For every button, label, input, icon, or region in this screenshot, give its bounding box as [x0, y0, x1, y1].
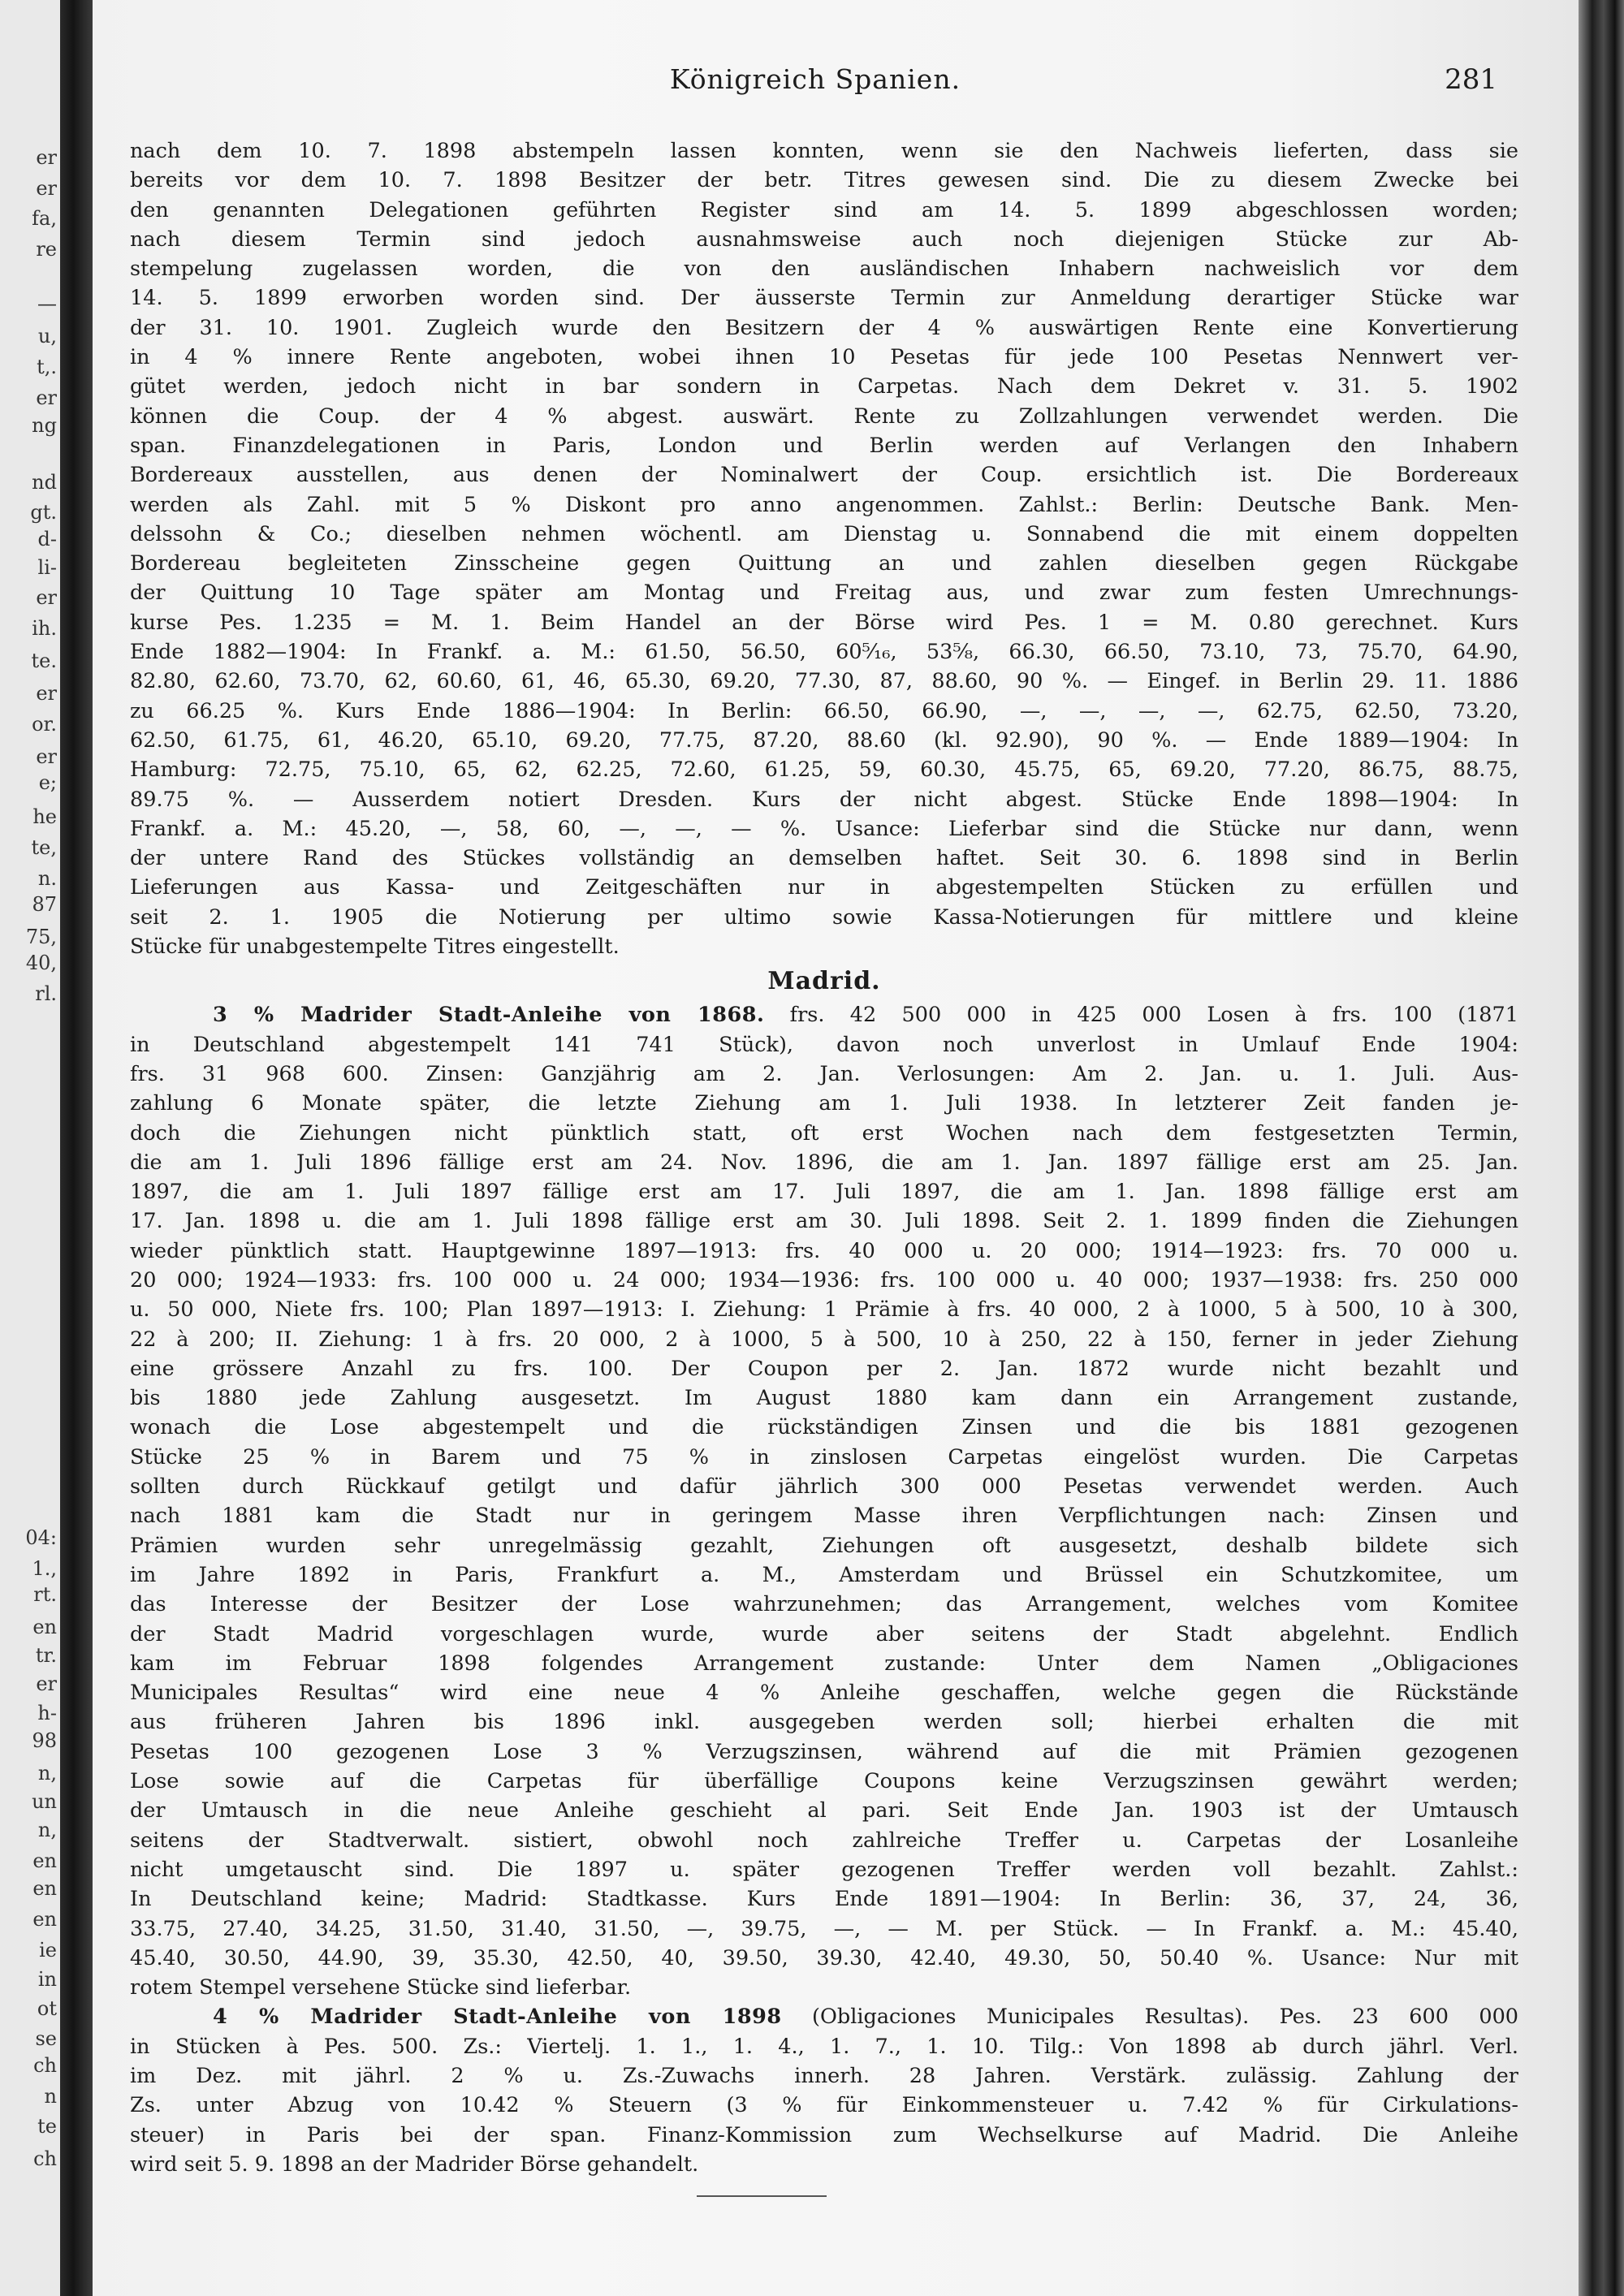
- text-line: bereits vor dem 10. 7. 1898 Besitzer der betr. Titres gewesen sind. Die zu diesem Zwecke bei: [130, 168, 1518, 193]
- book-page: [93, 0, 1579, 2296]
- text-line: seitens der Stadtverwalt. sistiert, obwohl noch zahlreiche Treffer u. Carpetas der Losanleihe: [130, 1828, 1518, 1853]
- text-line: der Stadt Madrid vorgeschlagen wurde, wurde aber seitens der Stadt abgelehnt. Endlich: [130, 1621, 1518, 1646]
- entry-first-line-text: (Obligaciones Municipales Resultas). Pes. 23 600 000: [781, 2005, 1519, 2030]
- text-line: nach dem 10. 7. 1898 abstempeln lassen konnten, wenn sie den Nachweis lieferten, dass sie: [130, 139, 1518, 163]
- margin-fragment: ie: [39, 1939, 57, 1962]
- margin-fragment: d-: [37, 528, 57, 550]
- text-line: zu 66.25 %. Kurs Ende 1886—1904: In Berlin: 66.50, 66.90, —, —, —, —, 62.75, 62.50, 73.20,: [130, 698, 1518, 723]
- text-line: steuer) in Paris bei der span. Finanz-Kommission zum Wechselkurse auf Madrid. Die Anleihe: [130, 2122, 1518, 2147]
- margin-fragment: gt.: [30, 501, 57, 524]
- text-line: Lieferungen aus Kassa- und Zeitgeschäften nur in abgestempelten Stücken zu erfüllen und: [130, 875, 1518, 900]
- margin-fragment: n.: [37, 867, 57, 890]
- text-line: im Jahre 1892 in Paris, Frankfurt a. M., Amsterdam und Brüssel ein Schutzkomitee, um: [130, 1562, 1518, 1587]
- margin-fragment: rt.: [33, 1583, 57, 1606]
- margin-fragment: nd: [32, 471, 57, 494]
- margin-fragment: n: [44, 2085, 57, 2108]
- text-line: der Quittung 10 Tage später am Montag und Freitag aus, und zwar zum festen Umrechnungs-: [130, 580, 1518, 606]
- text-line: Bordereaux ausstellen, aus denen der Nominalwert der Coup. ersichtlich ist. Die Bordereaux: [130, 463, 1518, 488]
- text-line: Prämien wurden sehr unregelmässig gezahlt, Ziehungen oft ausgesetzt, deshalb bildete sich: [130, 1533, 1518, 1558]
- text-line: Lose sowie auf die Carpetas für überfällige Coupons keine Verzugszinsen gewährt werden;: [130, 1769, 1518, 1794]
- text-line: in Stücken à Pes. 500. Zs.: Viertelj. 1. 1., 1. 4., 1. 7., 1. 10. Tilg.: Von 1898 ab durch jährl. Verl.: [130, 2034, 1518, 2059]
- margin-fragment: e;: [38, 771, 57, 794]
- continued-paragraph: [130, 136, 1518, 961]
- margin-fragment: en: [32, 1616, 57, 1638]
- margin-fragment: ch: [33, 2147, 57, 2170]
- text-line: stempelung zugelassen worden, die von den ausländischen Inhabern nachweislich vor dem: [130, 257, 1518, 282]
- margin-fragment: ot: [37, 1997, 57, 2020]
- text-line: 1897, die am 1. Juli 1897 fällige erst am 17. Juli 1897, die am 1. Jan. 1898 fällige erst am: [130, 1180, 1518, 1205]
- entry-first-line: [130, 1000, 1518, 1029]
- text-line: 17. Jan. 1898 u. die am 1. Juli 1898 fällige erst am 30. Juli 1898. Seit 2. 1. 1899 finden die Ziehungen: [130, 1209, 1518, 1234]
- text-line: span. Finanzdelegationen in Paris, London und Berlin werden auf Verlangen den Inhabern: [130, 433, 1518, 458]
- margin-fragment: fa,: [32, 207, 57, 230]
- page-header: [133, 63, 1497, 104]
- margin-fragment: te.: [31, 650, 57, 672]
- running-title: Königreich Spanien.: [669, 63, 961, 95]
- margin-fragment: 04:: [25, 1526, 57, 1549]
- text-line: 45.40, 30.50, 44.90, 39, 35.30, 42.50, 40, 39.50, 39.30, 42.40, 49.30, 50, 50.40 %. Usance: Nur mit: [130, 1945, 1518, 1970]
- text-line: doch die Ziehungen nicht pünktlich statt, oft erst Wochen nach dem festgesetzten Termin,: [130, 1120, 1518, 1146]
- margin-fragment: 87: [32, 893, 57, 916]
- entry-first-line: [130, 2002, 1518, 2031]
- text-line: werden als Zahl. mit 5 % Diskont pro anno angenommen. Zahlst.: Berlin: Deutsche Bank. Men-: [130, 492, 1518, 517]
- entry-madrid-1868: [130, 1000, 1518, 2002]
- text-line: In Deutschland keine; Madrid: Stadtkasse. Kurs Ende 1891—1904: In Berlin: 36, 37, 24, 36,: [130, 1887, 1518, 1912]
- margin-fragment: n,: [37, 1762, 57, 1785]
- margin-fragment: er: [36, 146, 57, 169]
- text-line: nach 1881 kam die Stadt nur in geringem Masse ihren Verpflichtungen nach: Zinsen und: [130, 1504, 1518, 1529]
- margin-fragment: 1.,: [32, 1557, 57, 1580]
- margin-fragment: er: [36, 1672, 57, 1695]
- margin-fragment: in: [37, 1968, 57, 1991]
- margin-fragment: re: [36, 238, 57, 261]
- text-line: aus früheren Jahren bis 1896 inkl. ausgegeben werden soll; hierbei erhalten die mit: [130, 1710, 1518, 1735]
- margin-fragment: —: [37, 292, 57, 315]
- text-line: 62.50, 61.75, 61, 46.20, 65.10, 69.20, 77.75, 87.20, 88.60 (kl. 92.90), 90 %. — Ende 1889—1904: In: [130, 727, 1518, 753]
- margin-fragment: er: [36, 682, 57, 705]
- margin-fragment: tr.: [35, 1644, 57, 1667]
- margin-fragment: se: [35, 2027, 57, 2050]
- text-line: sollten durch Rückkauf getilgt und dafür jährlich 300 000 Pesetas verwendet werden. Auch: [130, 1474, 1518, 1500]
- section-heading-madrid: Madrid.: [767, 967, 881, 996]
- text-line: 82.80, 62.60, 73.70, 62, 60.60, 61, 46, 65.30, 69.20, 77.30, 87, 88.60, 90 %. — Eingef. in Berlin 29. 11. 1886: [130, 669, 1518, 694]
- previous-page-edge: [0, 0, 60, 2296]
- entry-title: 4 % Madrider Stadt-Anleihe von 1898: [213, 2005, 782, 2030]
- margin-fragment: en: [32, 1849, 57, 1872]
- book-edge-right: [1579, 0, 1624, 2296]
- end-rule: [697, 2195, 827, 2197]
- text-line: Zs. unter Abzug von 10.42 % Steuern (3 % für Einkommensteuer u. 7.42 % für Cirkulations-: [130, 2093, 1518, 2118]
- margin-fragment: h-: [37, 1702, 57, 1724]
- margin-fragment: er: [36, 386, 57, 409]
- text-line: in Deutschland abgestempelt 141 741 Stück), davon noch unverlost in Umlauf Ende 1904:: [130, 1032, 1518, 1057]
- text-line: Pesetas 100 gezogenen Lose 3 % Verzugszinsen, während auf die mit Prämien gezogenen: [130, 1739, 1518, 1764]
- margin-fragment: en: [32, 1908, 57, 1931]
- text-line: 89.75 %. — Ausserdem notiert Dresden. Kurs der nicht abgest. Stücke Ende 1898—1904: In: [130, 787, 1518, 812]
- text-line: gütet werden, jedoch nicht in bar sondern in Carpetas. Nach dem Dekret v. 31. 5. 1902: [130, 374, 1518, 399]
- text-line: Ende 1882—1904: In Frankf. a. M.: 61.50, 56.50, 60⁵⁄₁₆, 53⁵⁄₈, 66.30, 66.50, 73.10, 73, 75.70, 64.90,: [130, 640, 1518, 665]
- text-line: Municipales Resultas“ wird eine neue 4 % Anleihe geschaffen, welche gegen die Rückstände: [130, 1681, 1518, 1706]
- text-line: den genannten Delegationen geführten Register sind am 14. 5. 1899 abgeschlossen worden;: [130, 197, 1518, 222]
- text-line: Stücke für unabgestempelte Titres eingestellt.: [130, 934, 620, 960]
- margin-fragment: n,: [37, 1819, 57, 1841]
- text-line: eine grössere Anzahl zu frs. 100. Der Coupon per 2. Jan. 1872 wurde nicht bezahlt und: [130, 1356, 1518, 1381]
- margin-fragment: 98: [32, 1729, 57, 1752]
- text-line: 14. 5. 1899 erworben worden sind. Der äusserste Termin zur Anmeldung derartiger Stücke war: [130, 286, 1518, 311]
- text-line: der Umtausch in die neue Anleihe geschieht al pari. Seit Ende Jan. 1903 ist der Umtausch: [130, 1798, 1518, 1823]
- margin-fragment: er: [36, 177, 57, 200]
- margin-fragment: er: [36, 586, 57, 609]
- text-line: im Dez. mit jährl. 2 % u. Zs.-Zuwachs innerh. 28 Jahren. Verstärk. zulässig. Zahlung der: [130, 2064, 1518, 2088]
- margin-fragment: er: [36, 745, 57, 768]
- margin-fragment: un: [32, 1790, 57, 1813]
- margin-fragment: 40,: [25, 952, 57, 974]
- text-line: seit 2. 1. 1905 die Notierung per ultimo sowie Kassa-Notierungen für mittlere und kleine: [130, 904, 1518, 930]
- margin-fragment: li-: [37, 556, 57, 579]
- margin-fragment: rl.: [35, 982, 57, 1005]
- margin-fragment: ih.: [32, 617, 57, 640]
- page-body: [130, 136, 1518, 2179]
- entry-first-line-text: frs. 42 500 000 in 425 000 Losen à frs. 100 (1871: [764, 1003, 1518, 1028]
- text-line: 20 000; 1924—1933: frs. 100 000 u. 24 000; 1934—1936: frs. 100 000 u. 40 000; 1937—1938: frs. 250 000: [130, 1267, 1518, 1293]
- margin-fragment: te,: [31, 836, 57, 859]
- text-line: wird seit 5. 9. 1898 an der Madrider Börse gehandelt.: [130, 2151, 699, 2177]
- margin-fragment: or.: [32, 713, 57, 736]
- text-line: nach diesem Termin sind jedoch ausnahmsweise auch noch diejenigen Stücke zur Ab-: [130, 227, 1518, 252]
- text-line: 22 à 200; II. Ziehung: 1 à frs. 20 000, 2 à 1000, 5 à 500, 10 à 250, 22 à 150, ferner in jeder Ziehung: [130, 1327, 1518, 1352]
- margin-fragment: en: [32, 1877, 57, 1900]
- text-line: nicht umgetauscht sind. Die 1897 u. später gezogenen Treffer werden voll bezahlt. Zahlst.:: [130, 1857, 1518, 1882]
- text-line: kurse Pes. 1.235 = M. 1. Beim Handel an der Börse wird Pes. 1 = M. 0.80 gerechnet. Kurs: [130, 610, 1518, 635]
- text-line: Stücke 25 % in Barem und 75 % in zinslosen Carpetas eingelöst wurden. Die Carpetas: [130, 1444, 1518, 1470]
- text-line: in 4 % innere Rente angeboten, wobei ihnen 10 Pesetas für jede 100 Pesetas Nennwert ver-: [130, 345, 1518, 370]
- text-line: wonach die Lose abgestempelt und die rückständigen Zinsen und die bis 1881 gezogenen: [130, 1415, 1518, 1440]
- page-number: 281: [1445, 63, 1497, 96]
- text-line: frs. 31 968 600. Zinsen: Ganzjährig am 2. Jan. Verlosungen: Am 2. Jan. u. 1. Juli. Aus-: [130, 1061, 1518, 1086]
- text-line: Hamburg: 72.75, 75.10, 65, 62, 62.25, 72.60, 61.25, 59, 60.30, 45.75, 65, 69.20, 77.20, 86.75, 88.75,: [130, 757, 1518, 783]
- text-line: u. 50 000, Niete frs. 100; Plan 1897—1913: I. Ziehung: 1 Prämie à frs. 40 000, 2 à 1000, 5 à 500, 10 à 300,: [130, 1297, 1518, 1323]
- margin-fragment: t,.: [37, 356, 57, 378]
- text-line: Frankf. a. M.: 45.20, —, 58, 60, —, —, — %. Usance: Lieferbar sind die Stücke nur dann, wenn: [130, 816, 1518, 841]
- previous-page-text-fragments: [0, 0, 60, 2296]
- text-line: kam im Februar 1898 folgendes Arrangement zustande: Unter dem Namen „Obligaciones: [130, 1651, 1518, 1676]
- text-line: zahlung 6 Monate später, die letzte Ziehung am 1. Juli 1938. In letzterer Zeit fanden je-: [130, 1091, 1518, 1116]
- margin-fragment: he: [32, 805, 57, 828]
- margin-fragment: 75,: [25, 926, 57, 948]
- text-line: wieder pünktlich statt. Hauptgewinne 1897—1913: frs. 40 000 u. 20 000; 1914—1923: frs. 70 000 u.: [130, 1238, 1518, 1263]
- text-line: können die Coup. der 4 % abgest. auswärt. Rente zu Zollzahlungen verwendet werden. Die: [130, 404, 1518, 429]
- entry-madrid-1898: [130, 2002, 1518, 2179]
- book-gutter-left: [60, 0, 93, 2296]
- margin-fragment: u,: [37, 325, 57, 347]
- margin-fragment: ch: [33, 2054, 57, 2077]
- text-line: 33.75, 27.40, 34.25, 31.50, 31.40, 31.50, —, 39.75, —, — M. per Stück. — In Frankf. a. M.: 45.40,: [130, 1916, 1518, 1941]
- text-line: Bordereau begleiteten Zinsscheine gegen Quittung an und zahlen dieselben gegen Rückgabe: [130, 551, 1518, 576]
- text-line: delssohn & Co.; dieselben nehmen wöchentl. am Dienstag u. Sonnabend die mit einem doppelten: [130, 521, 1518, 546]
- text-line: das Interesse der Besitzer der Lose wahrzunehmen; das Arrangement, welches vom Komitee: [130, 1592, 1518, 1617]
- text-line: die am 1. Juli 1896 fällige erst am 24. Nov. 1896, die am 1. Jan. 1897 fällige erst am 25. Jan.: [130, 1150, 1518, 1175]
- margin-fragment: ng: [32, 414, 57, 437]
- margin-fragment: te: [37, 2115, 57, 2138]
- text-line: der untere Rand des Stückes vollständig an demselben haftet. Seit 30. 6. 1898 sind in Berlin: [130, 846, 1518, 871]
- text-line: rotem Stempel versehene Stücke sind lieferbar.: [130, 1975, 632, 2000]
- entry-title: 3 % Madrider Stadt-Anleihe von 1868.: [213, 1003, 765, 1028]
- text-line: der 31. 10. 1901. Zugleich wurde den Besitzern der 4 % auswärtigen Rente eine Konvertierung: [130, 315, 1518, 340]
- text-line: bis 1880 jede Zahlung ausgesetzt. Im August 1880 kam dann ein Arrangement zustande,: [130, 1386, 1518, 1411]
